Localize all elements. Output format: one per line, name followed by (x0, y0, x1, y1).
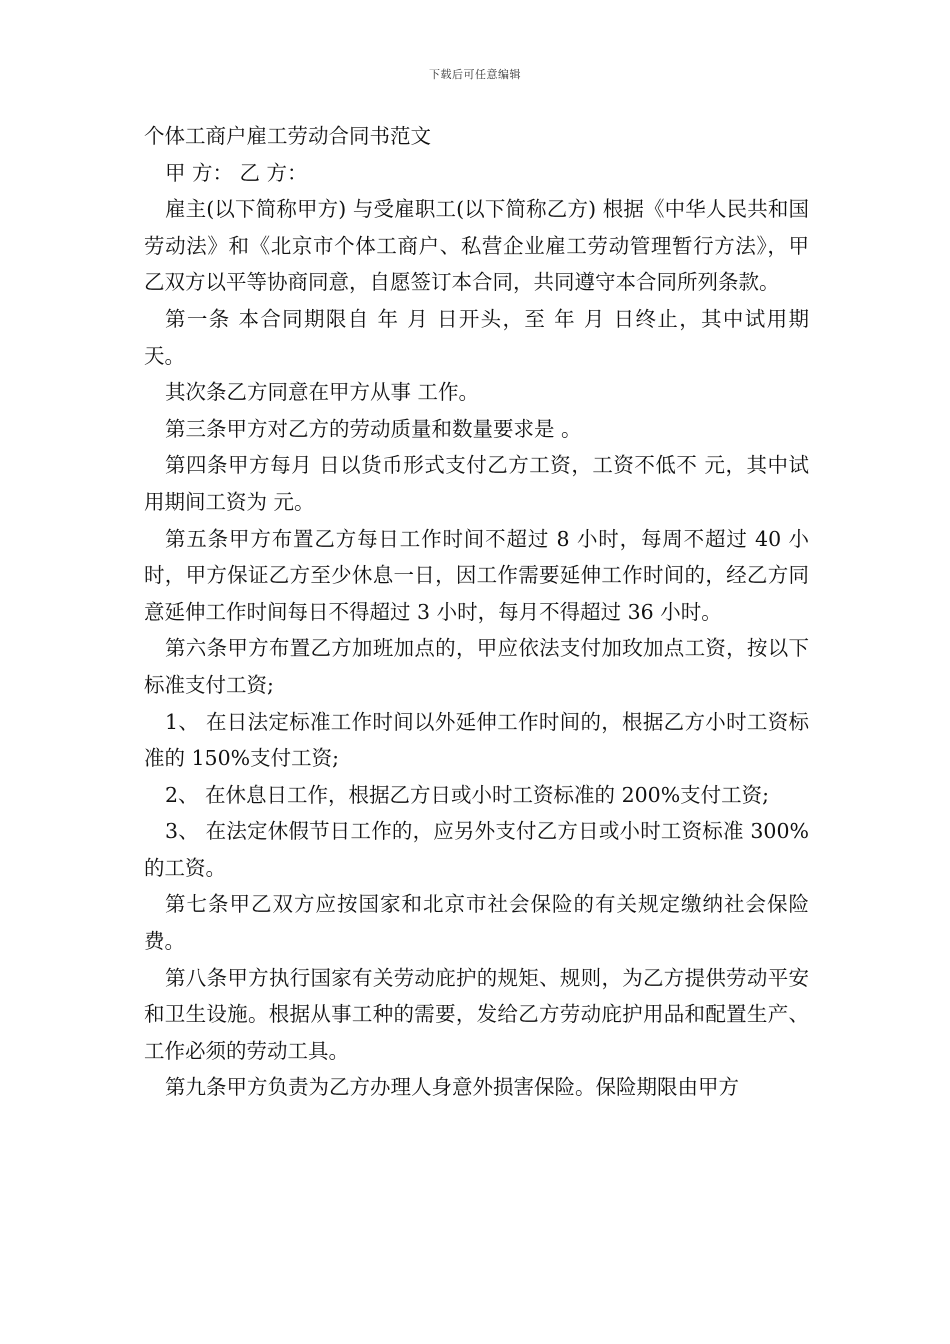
paragraph-article-2: 其次条乙方同意在甲方从事 工作。 (165, 380, 480, 405)
parties-line: 甲 方： 乙 方： (165, 160, 308, 185)
document-body (144, 118, 809, 1106)
document-title: 个体工商户雇工劳动合同书范文 (144, 124, 431, 148)
paragraph-article-3: 第三条甲方对乙方的劳动质量和数量要求是 。 (165, 416, 582, 441)
list-item-overtime-2: 2、 在休息日工作，根据乙方日或小时工资标准的 200%支付工资; (165, 782, 770, 807)
paragraph-article-1: 第一条 本合同期限自 年 月 日开头，至 年 月 日终止，其中试用期 天。 (144, 306, 809, 368)
paragraph-intro: 雇主(以下简称甲方) 与受雇职工(以下简称乙方) 根据《中华人民共和国劳动法》和《北京市个体工商户、私营企业雇工劳动管理暂行方法》，甲乙双方以平等协商同意，自愿签订本合同，共同遵守本合同所列条款。 (144, 197, 809, 295)
list-item-overtime-3: 3、 在法定休假节日工作的，应另外支付乙方日或小时工资标准 300%的工资。 (144, 819, 809, 880)
paragraph-article-9: 第九条甲方负责为乙方办理人身意外损害保险。保险期限由甲方 (165, 1075, 739, 1100)
paragraph-article-6: 第六条甲方布置乙方加班加点的，甲应依法支付加玫加点工资，按以下标准支付工资; (144, 636, 809, 697)
page-header-note: 下载后可任意编辑 (429, 68, 521, 81)
paragraph-article-4: 第四条甲方每月 日以货币形式支付乙方工资，工资不低不 元，其中试用期间工资为 元。 (144, 453, 809, 514)
paragraph-article-7: 第七条甲乙双方应按国家和北京市社会保险的有关规定缴纳社会保险费。 (144, 892, 809, 954)
paragraph-article-8: 第八条甲方执行国家有关劳动庇护的规矩、规则，为乙方提供劳动平安和卫生设施。根据从事工种的需要，发给乙方劳动庇护用品和配置生产、工作必须的劳动工具。 (144, 965, 809, 1063)
paragraph-article-5: 第五条甲方布置乙方每日工作时间不超过 8 小时，每周不超过 40 小时，甲方保证乙方至少休息一日，因工作需要延伸工作时间的，经乙方同意延伸工作时间每日不得超过 3 小时，每月不得超过 36 小时。 (144, 526, 809, 624)
list-item-overtime-1: 1、 在日法定标准工作时间以外延伸工作时间的，根据乙方小时工资标准的 150%支付工资; (144, 709, 809, 771)
